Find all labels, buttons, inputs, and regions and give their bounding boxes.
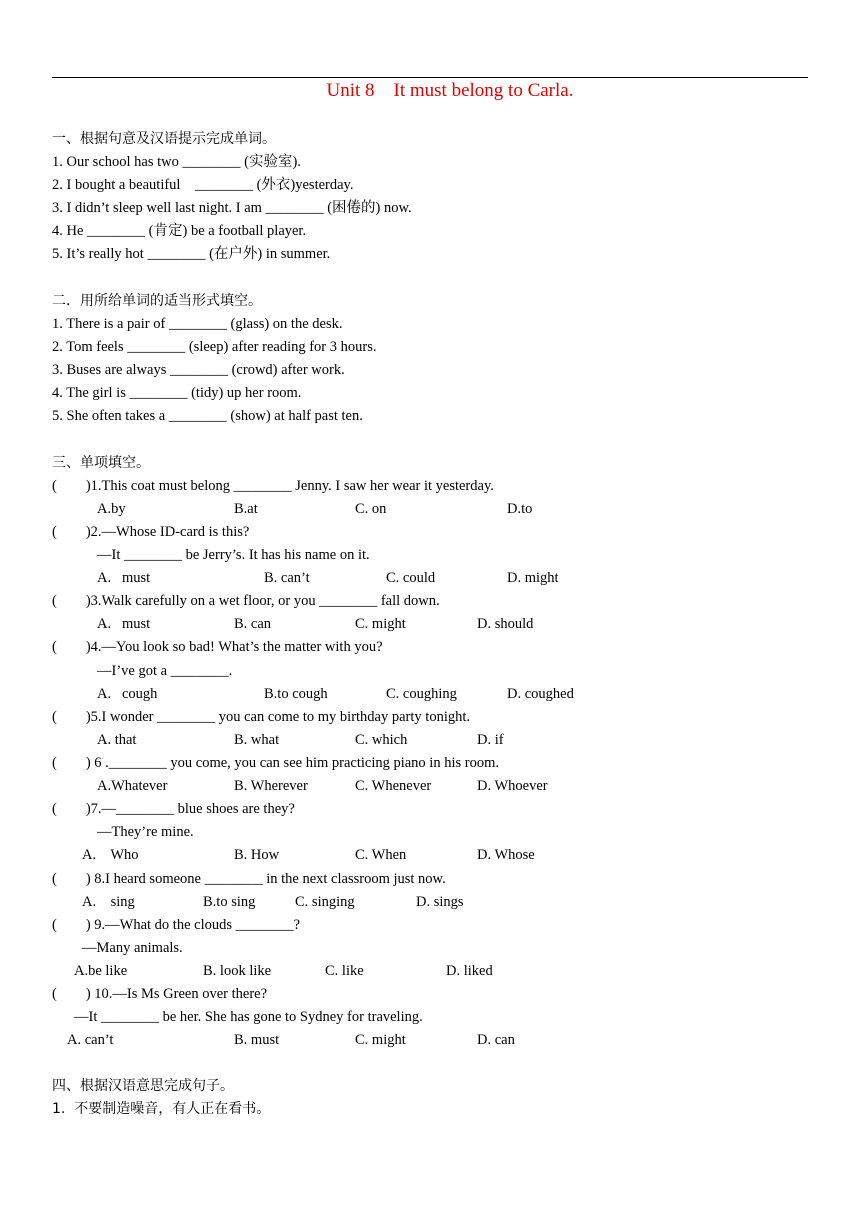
question-8-option-b: B.to sing <box>203 894 256 910</box>
question-1: ( )1.This coat must belong ________ Jenny. I saw her wear it yesterday. <box>52 478 494 494</box>
question-7-option-d: D. Whose <box>477 847 535 863</box>
question-3: ( )3.Walk carefully on a wet floor, or you ________ fall down. <box>52 593 440 609</box>
question-4-option-d: D. coughed <box>507 686 574 702</box>
question-9-option-c: C. like <box>325 963 364 979</box>
section-1-item-4: 4. He ________ (肯定) be a football player. <box>52 223 307 239</box>
question-2: ( )2.—Whose ID-card is this? <box>52 524 250 540</box>
question-2-option-b: B. can’t <box>264 570 310 586</box>
question-4-option-c: C. coughing <box>386 686 457 702</box>
question-3-option-b: B. can <box>234 616 272 632</box>
section-1-heading: 一、根据句意及汉语提示完成单词。 <box>52 131 276 147</box>
section-4-heading: 四、根据汉语意思完成句子。 <box>52 1078 234 1094</box>
question-10: ( ) 10.—Is Ms Green over there? <box>52 986 268 1002</box>
question-2-option-c: C. could <box>386 570 436 586</box>
question-7: ( )7.—________ blue shoes are they? <box>52 801 295 817</box>
question-8-option-d: D. sings <box>416 894 464 910</box>
question-10-option-b: B. must <box>234 1032 280 1048</box>
question-6: ( ) 6 .________ you come, you can see him practicing piano in his room. <box>52 755 499 771</box>
question-5-option-d: D. if <box>477 732 504 748</box>
question-8: ( ) 8.I heard someone ________ in the next classroom just now. <box>52 871 446 887</box>
question-2-option-d: D. might <box>507 570 559 586</box>
section-1-item-2: 2. I bought a beautiful ________ (外衣)yesterday. <box>52 177 354 193</box>
question-9-option-a: A.be like <box>74 963 128 979</box>
question-8-option-a: A. sing <box>82 894 135 910</box>
question-7-option-a: A. Who <box>82 847 139 863</box>
question-9-option-b: B. look like <box>203 963 272 979</box>
question-1-option-a: A.by <box>97 501 126 517</box>
section-1-item-5: 5. It’s really hot ________ (在户外) in summer. <box>52 246 331 262</box>
question-6-option-b: B. Wherever <box>234 778 308 794</box>
question-6-option-c: C. Whenever <box>355 778 432 794</box>
question-5-option-b: B. what <box>234 732 280 748</box>
question-7-option-c: C. When <box>355 847 407 863</box>
question-3-option-c: C. might <box>355 616 406 632</box>
question-4-option-b: B.to cough <box>264 686 328 702</box>
question-4-option-a: A. cough <box>97 686 158 702</box>
question-5-option-c: C. which <box>355 732 408 748</box>
question-6-option-a: A.Whatever <box>97 778 168 794</box>
section-1-item-3: 3. I didn’t sleep well last night. I am ________ (困倦的) now. <box>52 200 412 216</box>
section-2-item-1: 1. There is a pair of ________ (glass) on the desk. <box>52 316 343 332</box>
question-8-option-c: C. singing <box>295 894 355 910</box>
question-10-reply: —It ________ be her. She has gone to Sydney for traveling. <box>74 1009 423 1025</box>
question-4: ( )4.—You look so bad! What’s the matter with you? <box>52 639 383 655</box>
question-1-option-c: C. on <box>355 501 387 517</box>
question-10-option-d: D. can <box>477 1032 515 1048</box>
question-7-option-b: B. How <box>234 847 280 863</box>
question-9-option-d: D. liked <box>446 963 493 979</box>
question-9: ( ) 9.—What do the clouds ________? <box>52 917 301 933</box>
section-3-heading: 三、单项填空。 <box>52 455 150 471</box>
section-2-item-5: 5. She often takes a ________ (show) at half past ten. <box>52 408 363 424</box>
page-title: Unit 8 It must belong to Carla. <box>326 80 574 101</box>
header-rule <box>52 77 808 78</box>
question-1-option-b: B.at <box>234 501 258 517</box>
question-10-option-c: C. might <box>355 1032 406 1048</box>
section-2-item-4: 4. The girl is ________ (tidy) up her room. <box>52 385 302 401</box>
question-6-option-d: D. Whoever <box>477 778 548 794</box>
question-5: ( )5.I wonder ________ you can come to my birthday party tonight. <box>52 709 471 725</box>
section-2-heading: 二．用所给单词的适当形式填空。 <box>52 293 262 309</box>
question-3-option-a: A. must <box>97 616 151 632</box>
section-1-item-1: 1. Our school has two ________ (实验室). <box>52 154 301 170</box>
section-4-item-1: 1. 不要制造噪音，有人正在看书。 <box>52 1101 271 1117</box>
question-1-option-d: D.to <box>507 501 533 517</box>
question-4-reply: —I’ve got a ________. <box>97 663 233 679</box>
question-3-option-d: D. should <box>477 616 534 632</box>
question-2-reply: —It ________ be Jerry’s. It has his name on it. <box>97 547 370 563</box>
question-9-reply: —Many animals. <box>82 940 183 956</box>
question-2-option-a: A. must <box>97 570 151 586</box>
section-2-item-2: 2. Tom feels ________ (sleep) after reading for 3 hours. <box>52 339 377 355</box>
section-2-item-3: 3. Buses are always ________ (crowd) after work. <box>52 362 345 378</box>
question-5-option-a: A. that <box>97 732 137 748</box>
question-7-reply: —They’re mine. <box>97 824 194 840</box>
question-10-option-a: A. can’t <box>67 1032 114 1048</box>
